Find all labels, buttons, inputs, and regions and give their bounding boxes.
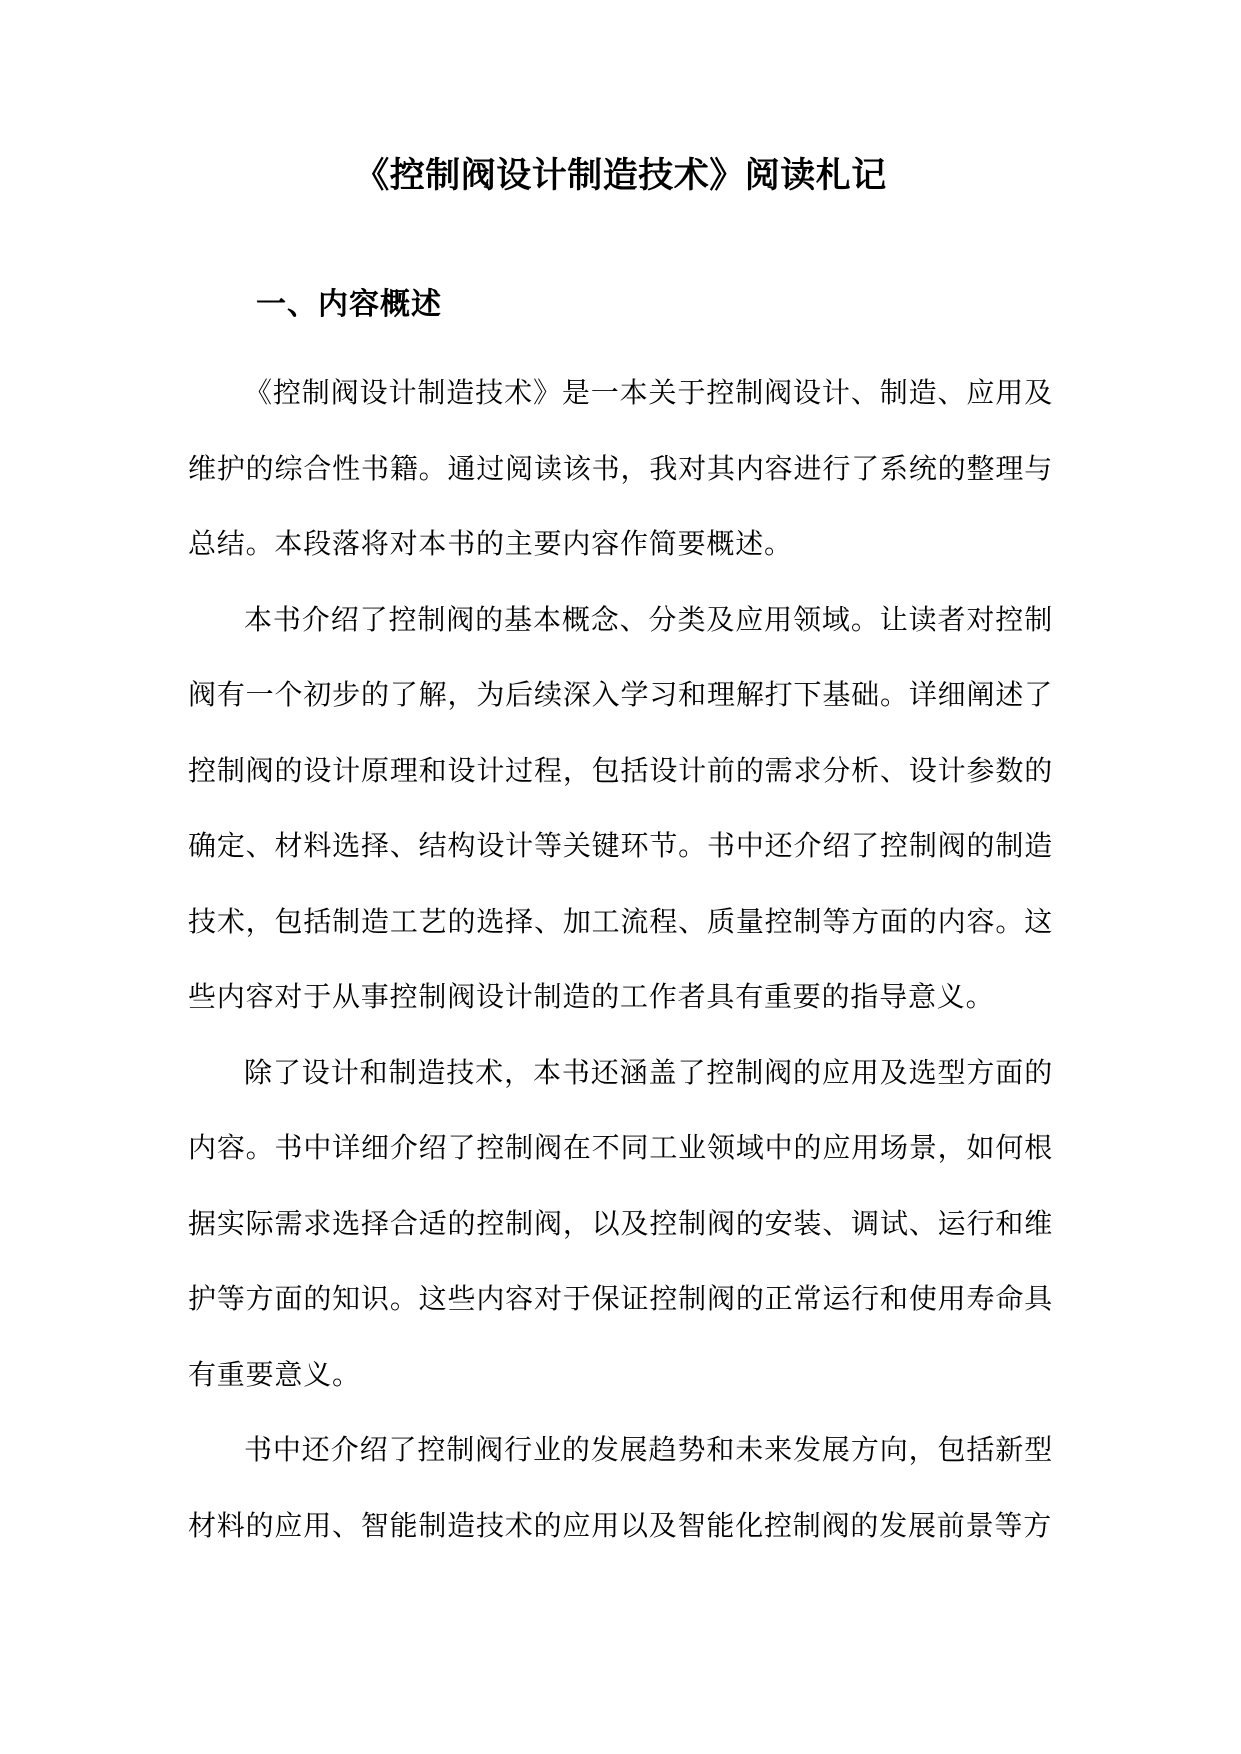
paragraph: 除了设计和制造技术，本书还涵盖了控制阀的应用及选型方面的内容。书中详细介绍了控制阀在不同工业领域中的应用场景，如何根据实际需求选择合适的控制阀，以及控制阀的安装、调试、运行和维护等方面的知识。这些内容对于保证控制阀的正常运行和使用寿命具有重要意义。 <box>188 1055 1053 1391</box>
section-heading: 一、内容概述 <box>256 287 442 322</box>
body-text <box>188 355 1053 1563</box>
document-title: 《控制阀设计制造技术》阅读札记 <box>354 156 887 196</box>
paragraph: 本书介绍了控制阀的基本概念、分类及应用领域。让读者对控制阀有一个初步的了解，为后续深入学习和理解打下基础。详细阐述了控制阀的设计原理和设计过程，包括设计前的需求分析、设计参数的确定、材料选择、结构设计等关键环节。书中还介绍了控制阀的制造技术，包括制造工艺的选择、加工流程、质量控制等方面的内容。这些内容对于从事控制阀设计制造的工作者具有重要的指导意义。 <box>188 602 1053 1013</box>
paragraph: 《控制阀设计制造技术》是一本关于控制阀设计、制造、应用及维护的综合性书籍。通过阅读该书，我对其内容进行了系统的整理与总结。本段落将对本书的主要内容作简要概述。 <box>188 376 1053 560</box>
paragraph: 书中还介绍了控制阀行业的发展趋势和未来发展方向，包括新型材料的应用、智能制造技术的应用以及智能化控制阀的发展前景等方 <box>188 1433 1053 1542</box>
